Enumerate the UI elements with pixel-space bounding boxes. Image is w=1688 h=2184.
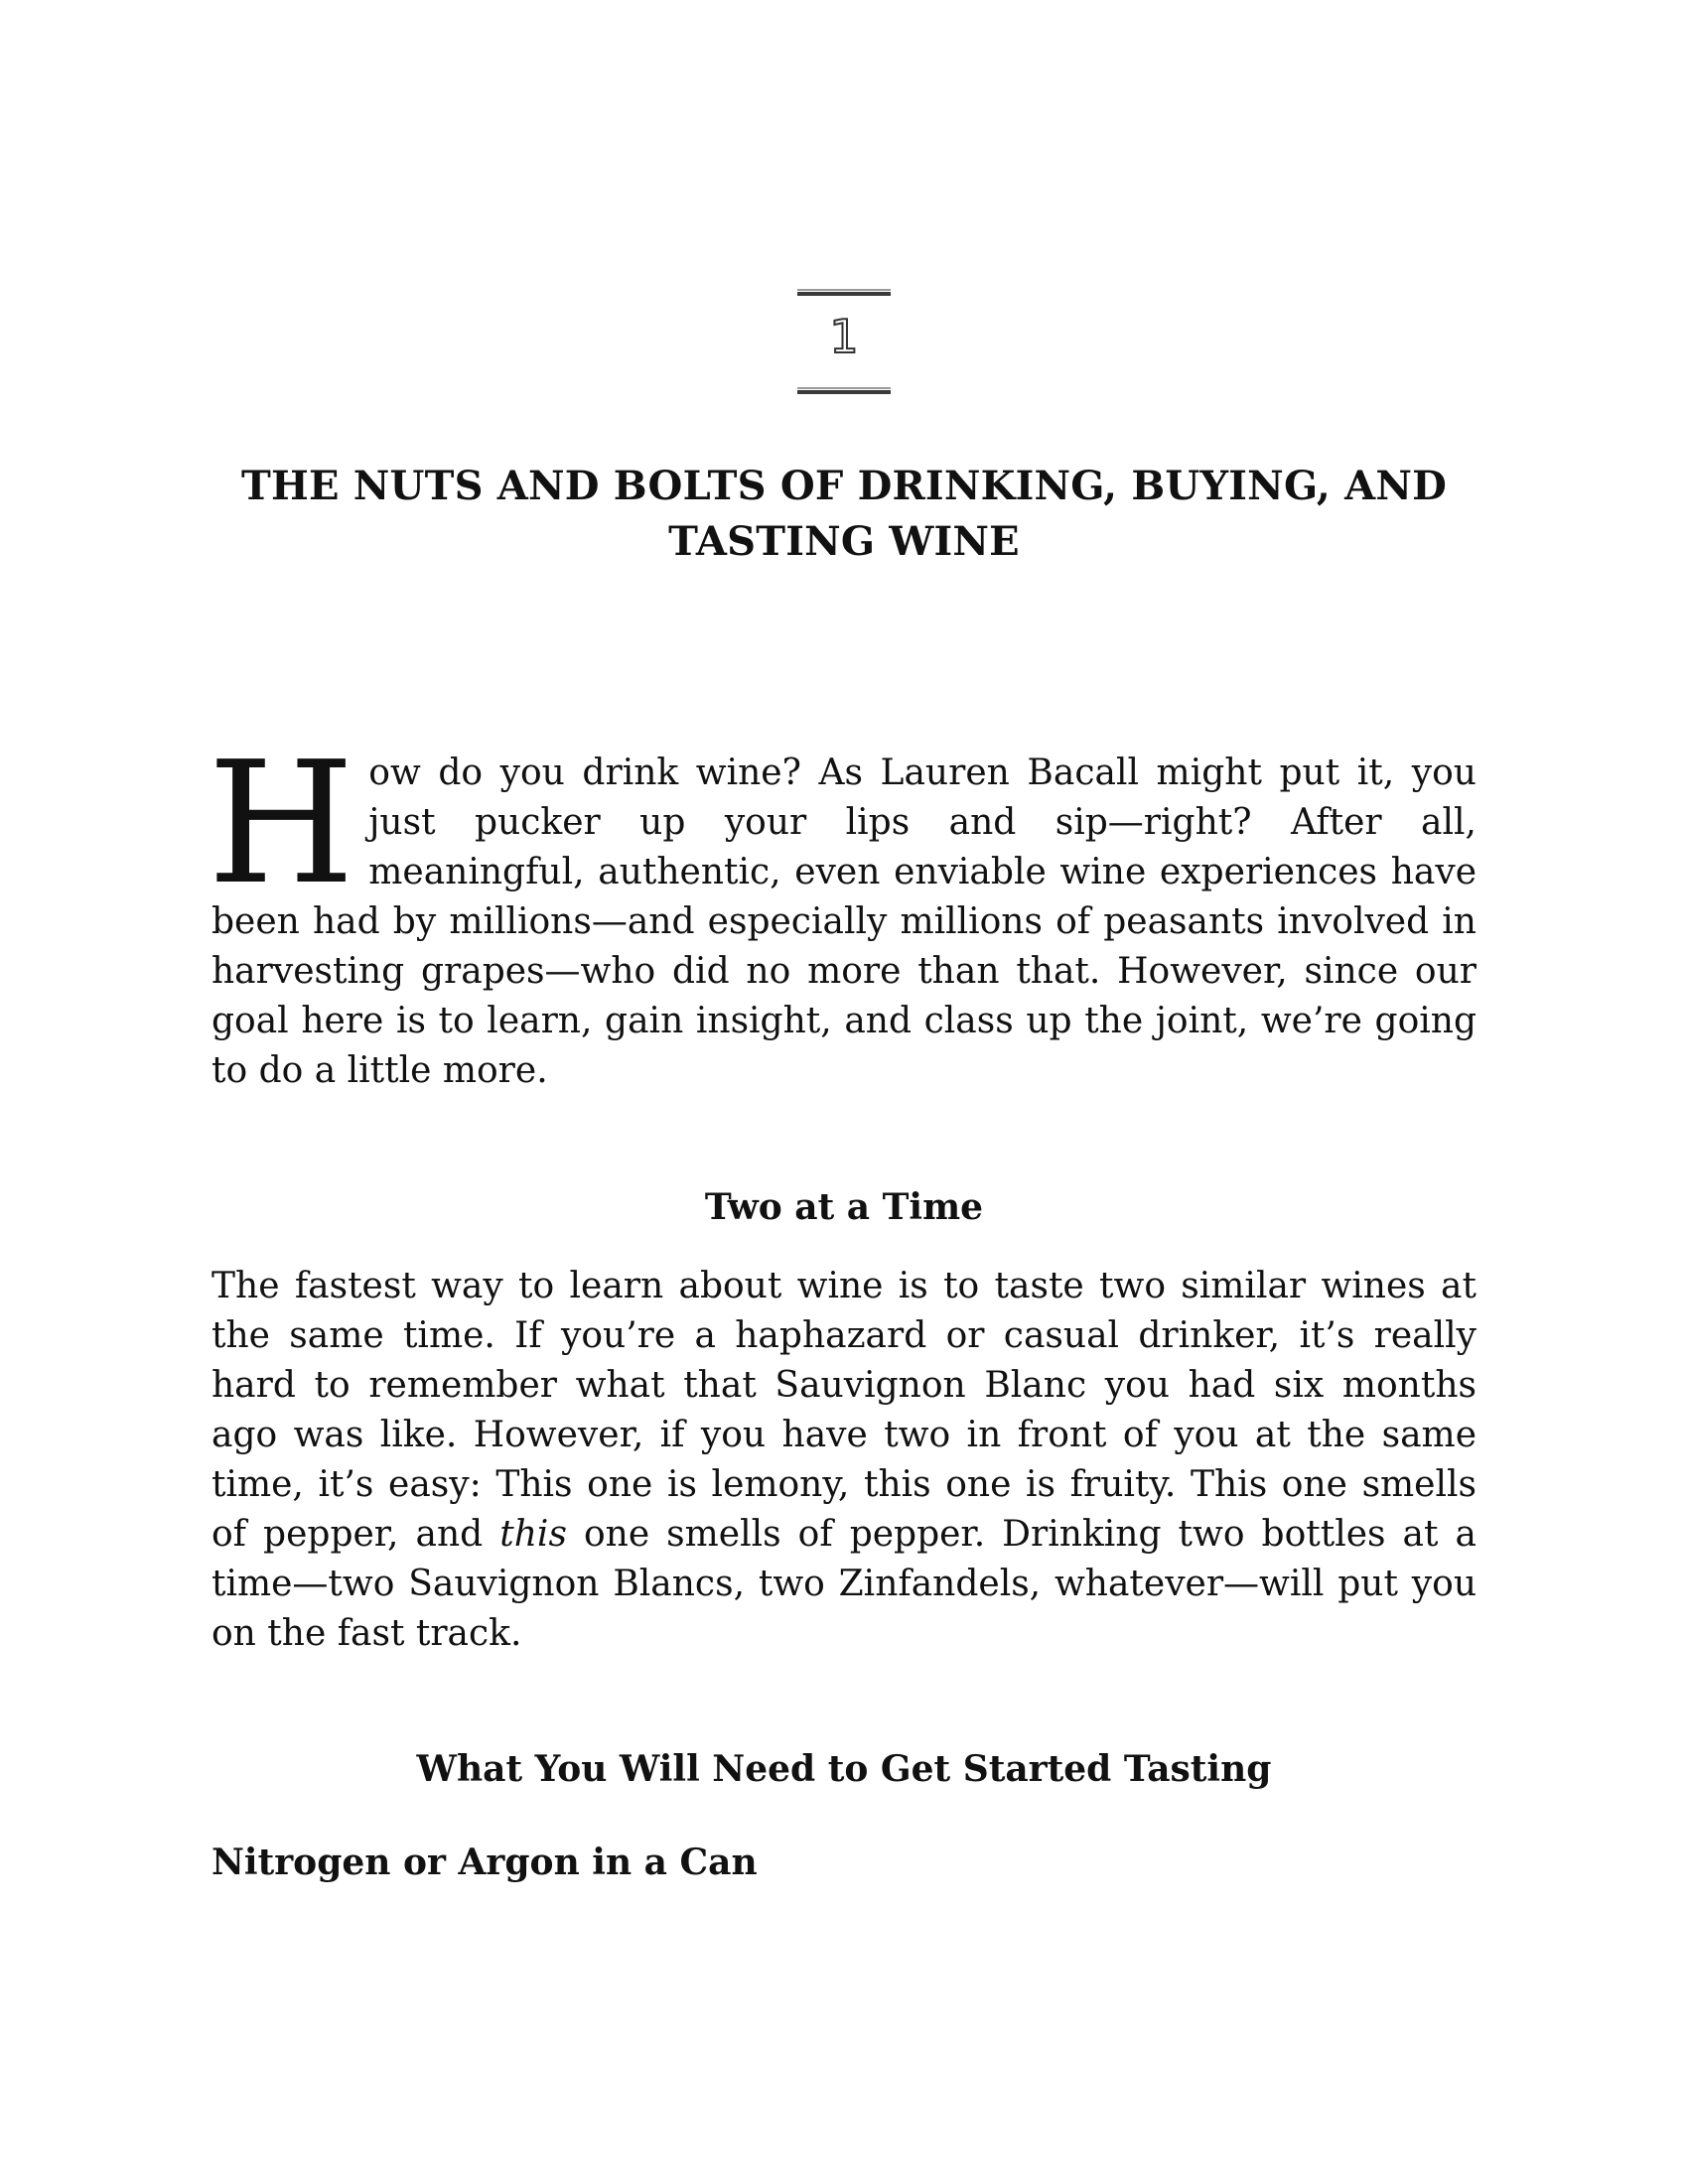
intro-paragraph-text: ow do you drink wine? As Lauren Bacall might put it, you just pucker up your lips and sip—right? After all, meaningful, authentic, even enviable wine experiences have been had by millions—and especially millions of peasants involved in harvesting grapes—who did no more than that. However, since our goal here is to learn, gain insight, and class up the joint, we’re going to do a little more. — [211, 752, 1477, 1091]
chapter-number-ornament — [797, 289, 891, 395]
chapter-ornament-bottom-rule — [797, 387, 891, 394]
chapter-number: 1 — [829, 310, 859, 363]
chapter-title: THE NUTS AND BOLTS OF DRINKING, BUYING, AND TASTING WINE — [240, 463, 1448, 565]
intro-paragraph — [208, 726, 1477, 1096]
paragraph-text-end: one smells of pepper. Drinking two bottles at a time—two Sauvignon Blancs, two Zinfandels, whatever—will put you on the fast track. — [211, 1514, 1477, 1654]
two-at-a-time-paragraph — [211, 1262, 1477, 1659]
chapter-ornament-top-rule — [797, 289, 891, 296]
paragraph-text-start: The fastest way to learn about wine is to taste two similar wines at the same time. If you’re a haphazard or casual drinker, it’s really hard to remember what that Sauvignon Blanc you had six months ago was like. However, if you have two in front of you at the same time, it’s easy: This one is lemony, this one is fruity. This one smells of pepper, and — [211, 1266, 1477, 1555]
drop-cap: H — [208, 726, 355, 922]
subheading-nitrogen-or-argon: Nitrogen or Argon in a Can — [211, 1842, 758, 1883]
section-heading-two-at-a-time: Two at a Time — [704, 1186, 984, 1228]
paragraph-emphasis: this — [499, 1514, 567, 1555]
section-heading-what-you-will-need: What You Will Need to Get Started Tasting — [416, 1748, 1272, 1790]
